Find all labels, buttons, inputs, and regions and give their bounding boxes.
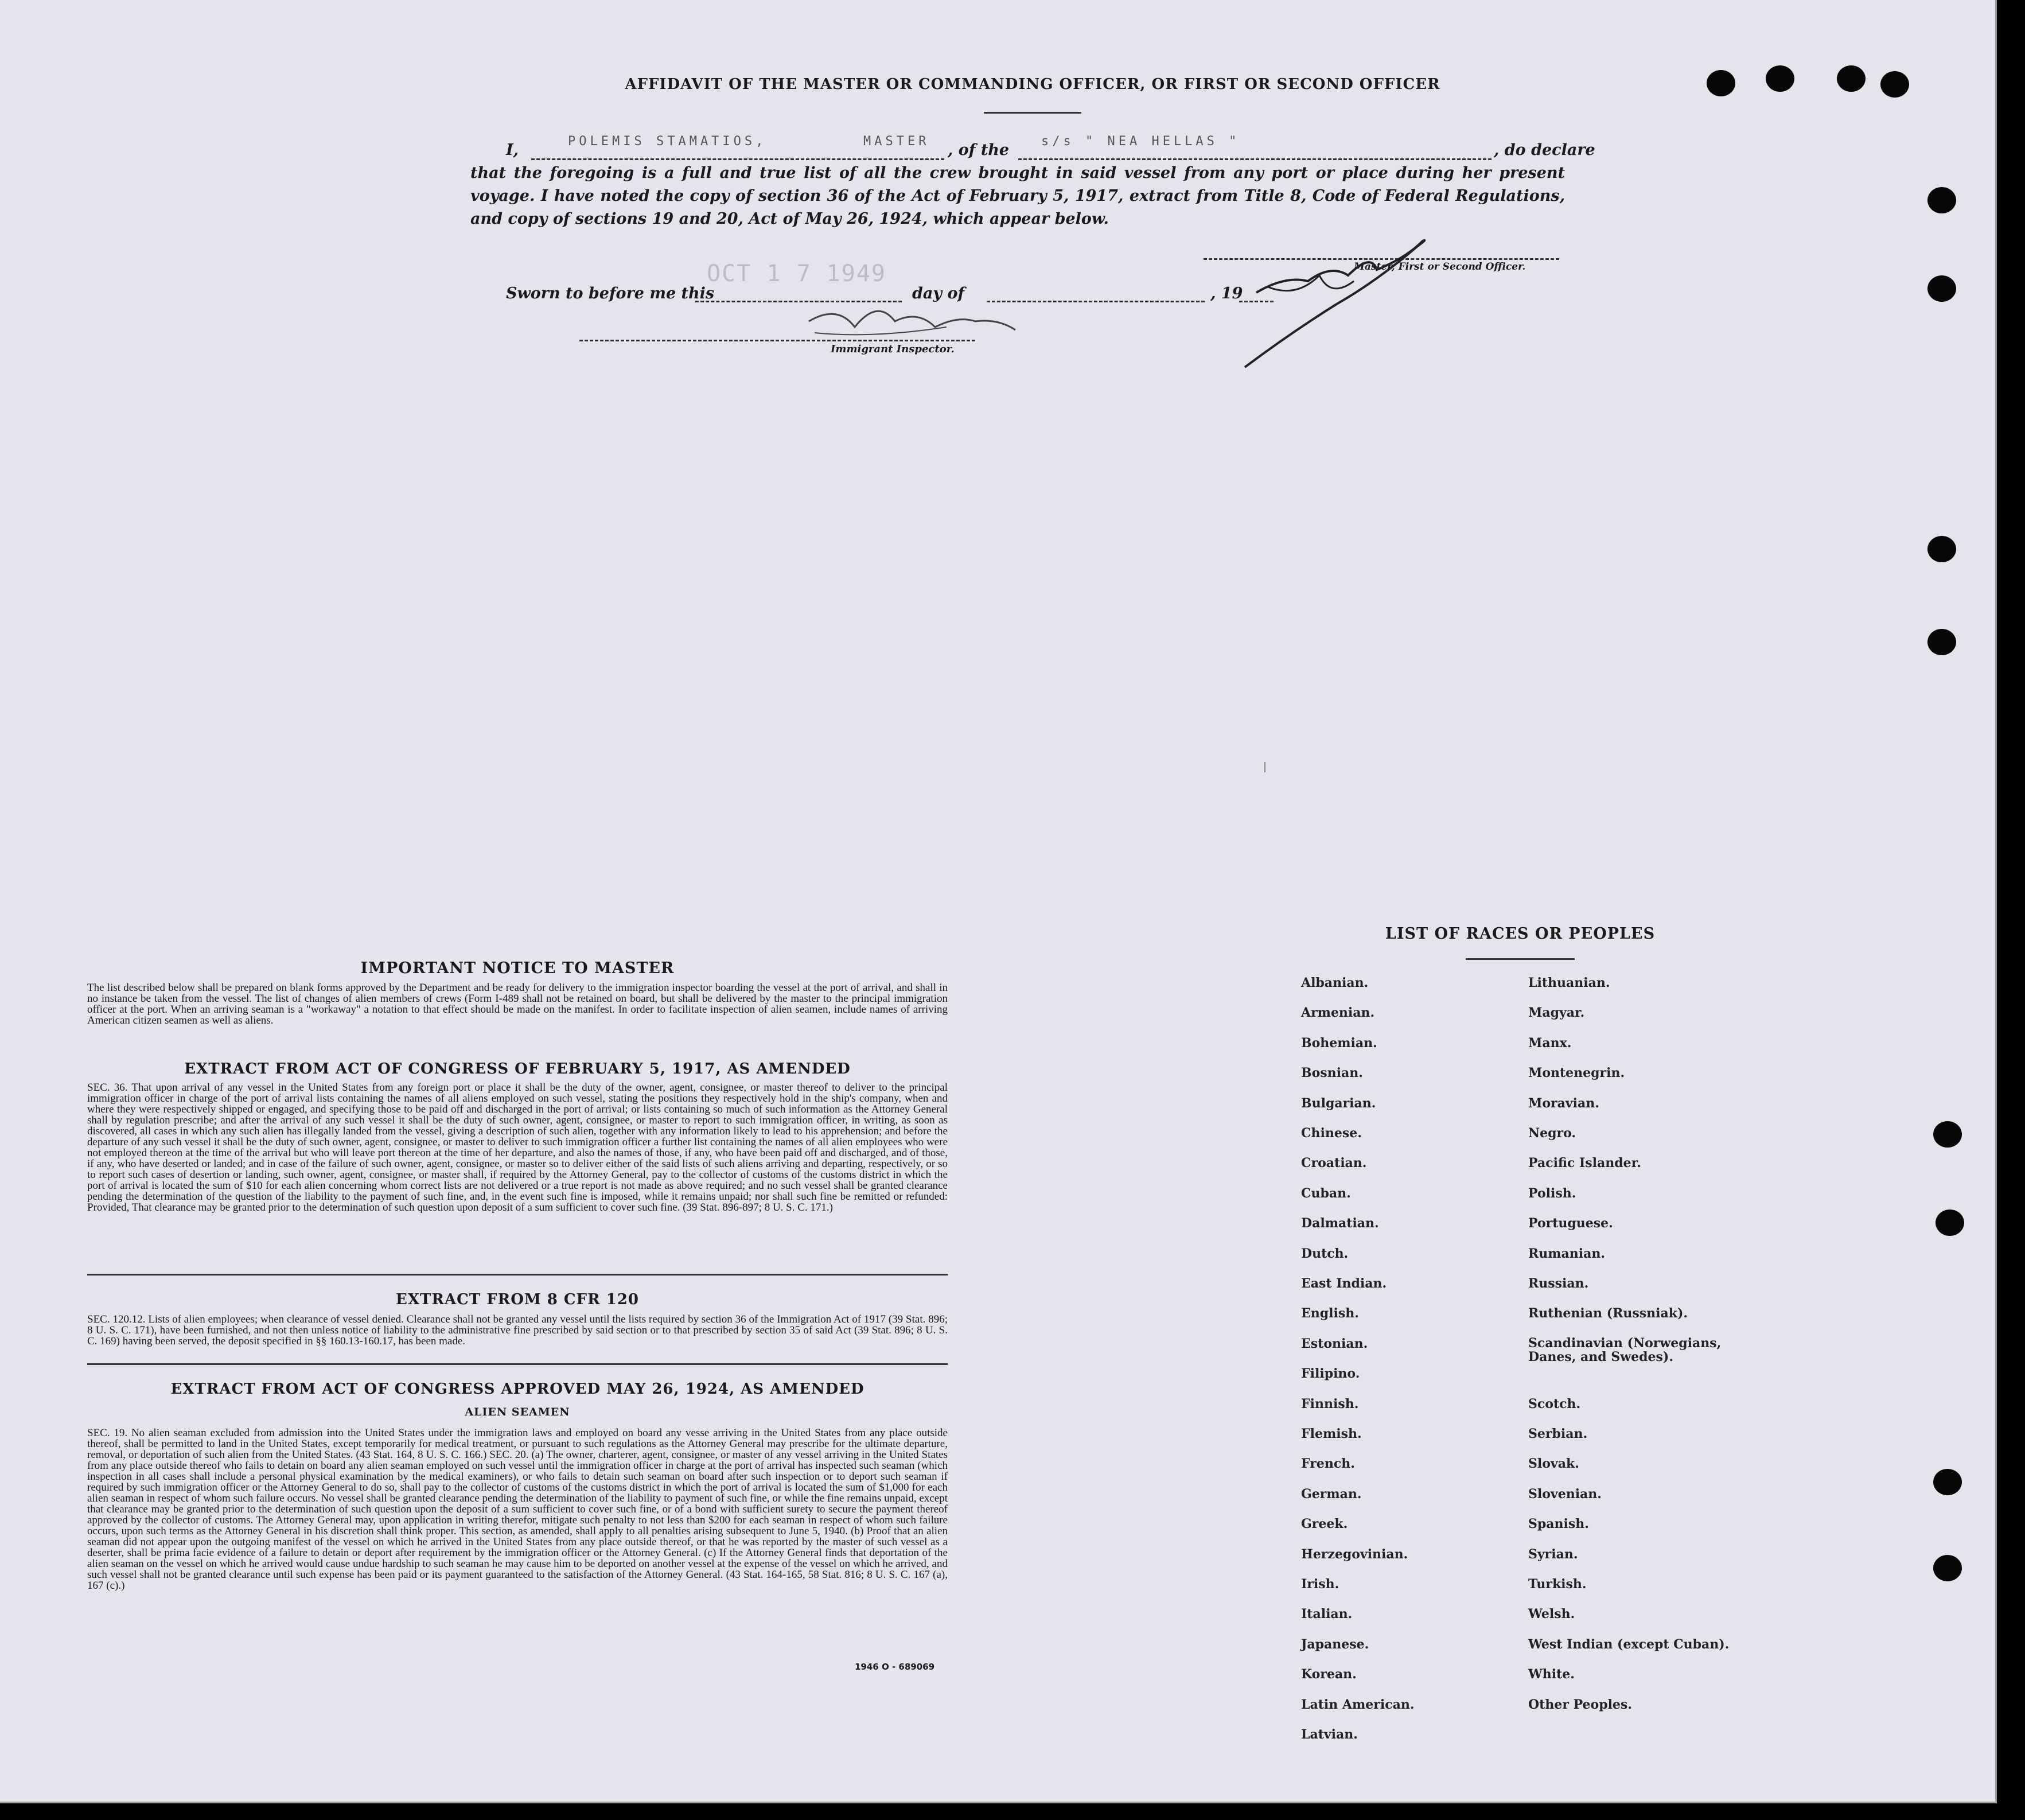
notice-heading: IMPORTANT NOTICE TO MASTER — [360, 959, 675, 977]
master-signature — [1233, 212, 1440, 373]
race-entry: Dalmatian. — [1301, 1216, 1379, 1231]
extract-1924-heading: EXTRACT FROM ACT OF CONGRESS APPROVED MAY 26, 1924, AS AMENDED — [170, 1380, 864, 1398]
race-entry: Flemish. — [1301, 1426, 1362, 1441]
race-entry: Greek. — [1301, 1516, 1348, 1532]
race-entry: Syrian. — [1528, 1546, 1578, 1562]
divider — [87, 1274, 948, 1275]
notice-text: The list described below shall be prepared on blank forms approved by the Department and be ready for delivery to the immigration inspector boarding the vessel at the port of arrival, and shall in no instance be taken from the vessel. The list of changes of alien members of crews (Form I-489 shall not be retained on board, but shall be delivered by the master to the principal immigration officer at the port. When an arriving seaman is a "workaway" a notation to that effect should be made on the manifest. In order to facilitate inspection of alien seamen, include names of arriving American citizen seamen as well as aliens. — [87, 982, 948, 1026]
race-entry: Bosnian. — [1301, 1065, 1363, 1081]
punch-hole — [1933, 1555, 1962, 1581]
of-the-label: , of the — [948, 141, 1010, 159]
race-entry: Spanish. — [1528, 1516, 1589, 1532]
divider — [87, 1363, 948, 1365]
punch-hole — [1927, 536, 1956, 562]
inspector-line — [579, 340, 975, 341]
extract-1924-text: SEC. 19. No alien seaman excluded from admission into the United States under the immigration laws and employed on board any vesse arriving in the United States from any place outside thereof, shall be permitted to land in the United States, except temporarily for medical treatment, or pursuant to such regulations as the Attorney General may prescribe for the ultimate departure, removal, or deportation of such alien from the United States. (43 Stat. 164, 8 U. S. C. 166.) SEC. 20. (a) The owner, charterer, agent, consignee, or master of any vessel arriving in the United States from any place outside thereof who fails to detain on board any alien seaman employed on such vessel until the immigration officer in charge at the port of arrival has inspected such seaman (which inspection in all cases shall include a personal physical examination by the medical examiners), or who fails to detain such seaman on board after such inspection or to deport such seaman if required by such immigration officer or the Attorney General to do so, shall pay to the collector of customs of the customs district in which the port of arrival is located the sum of $1,000 for each alien seaman in respect of whom such failure occurs. No vessel shall be granted clearance pending the determination of the liability to payment of such fine, or while the fine remains unpaid, except that clearance may be granted prior to the determination of such question upon the deposit of a sum sufficient to cover such fine, or of a bond with sufficient surety to secure the payment thereof approved by the collector of customs. The Attorney General may, upon application in writing therefor, mitigate such penalty to not less than $200 for each seaman in respect of whom such failure occurs, upon such terms as the Attorney General in his discretion shall think proper. This section, as amended, shall apply to all penalties arising subsequent to June 5, 1940. (b) Proof that an alien seaman did not appear upon the outgoing manifest of the vessel on which he arrived in the United States from any place outside thereof, or that he was reported by the master of such vessel as a deserter, shall be prima facie evidence of a failure to detain or deport after requirement by the immigration officer or the Attorney General. (c) If the Attorney General finds that deportation of the alien seaman on the vessel on which he arrived would cause undue hardship to such seaman he may cause him to be deported on another vessel at the expense of the vessel on which he arrived, and such vessel shall not be granted clearance until such expense has been paid or its payment guaranteed to the satisfaction of the Attorney General. (43 Stat. 164-165, 58 Stat. 816; 8 U. S. C. 167 (a), 167 (c).) — [87, 1427, 948, 1592]
race-entry: French. — [1301, 1456, 1355, 1472]
race-entry: Albanian. — [1301, 975, 1369, 990]
margin-tick — [1264, 762, 1265, 772]
race-entry: Scandinavian (Norwegians, Danes, and Swedes). — [1528, 1335, 1722, 1364]
race-entry: East Indian. — [1301, 1276, 1387, 1291]
year-prefix: , 19 — [1210, 285, 1243, 302]
punch-hole — [1837, 65, 1866, 92]
race-entry: Montenegrin. — [1528, 1065, 1625, 1081]
extract-1917-heading: EXTRACT FROM ACT OF CONGRESS OF FEBRUARY 5, 1917, AS AMENDED — [184, 1060, 851, 1078]
day-of-label: day of — [912, 285, 965, 302]
alien-seamen-subheading: ALIEN SEAMEN — [465, 1406, 570, 1418]
race-entry: Bohemian. — [1301, 1035, 1377, 1051]
master-name: POLEMIS STAMATIOS, — [568, 134, 767, 149]
race-entry: Filipino. — [1301, 1366, 1360, 1382]
race-entry: Negro. — [1528, 1126, 1576, 1141]
do-declare-label: , do declare — [1494, 141, 1595, 159]
name-field-line — [531, 158, 944, 160]
signature-caption: Master, First or Second Officer. — [1354, 261, 1526, 273]
divider — [1466, 958, 1575, 960]
affidavit-title: AFFIDAVIT OF THE MASTER OR COMMANDING OFFICER, OR FIRST OR SECOND OFFICER — [625, 76, 1440, 93]
punch-hole — [1927, 187, 1956, 213]
punch-hole — [1933, 1469, 1962, 1495]
divider — [984, 112, 1081, 114]
race-entry: Moravian. — [1528, 1095, 1599, 1111]
punch-hole — [1766, 65, 1794, 92]
punch-hole — [1707, 70, 1735, 96]
race-entry: German. — [1301, 1486, 1362, 1502]
race-entry: Magyar. — [1528, 1005, 1585, 1021]
race-entry: Manx. — [1528, 1035, 1572, 1051]
race-entry: West Indian (except Cuban). — [1528, 1636, 1730, 1652]
race-entry: Latvian. — [1301, 1727, 1358, 1742]
vessel-name: s/s " NEA HELLAS " — [1041, 134, 1240, 149]
race-entry: Pacific Islander. — [1528, 1156, 1641, 1171]
race-entry: Italian. — [1301, 1607, 1353, 1622]
race-entry: Korean. — [1301, 1667, 1357, 1682]
declaration-prefix: I, — [506, 141, 519, 159]
race-entry: Slovenian. — [1528, 1486, 1602, 1502]
race-entry: Croatian. — [1301, 1156, 1367, 1171]
year-line — [1239, 301, 1274, 302]
race-entry: Scotch. — [1528, 1396, 1581, 1411]
race-entry: Serbian. — [1528, 1426, 1588, 1441]
race-entry: Chinese. — [1301, 1126, 1362, 1141]
master-rank: MASTER — [863, 134, 930, 149]
race-entry: Estonian. — [1301, 1336, 1368, 1351]
sworn-label: Sworn to before me this — [506, 285, 715, 302]
punch-hole — [1936, 1210, 1964, 1236]
punch-hole — [1880, 71, 1909, 98]
race-entry: Finnish. — [1301, 1396, 1359, 1411]
date-stamp: OCT 1 7 1949 — [707, 260, 886, 287]
vessel-field-line — [1018, 158, 1492, 160]
race-entry: Portuguese. — [1528, 1216, 1613, 1231]
punch-hole — [1927, 629, 1956, 655]
race-entry: Dutch. — [1301, 1246, 1349, 1261]
race-entry: Ruthenian (Russniak). — [1528, 1306, 1688, 1321]
inspector-caption: Immigrant Inspector. — [831, 343, 955, 355]
race-entry: White. — [1528, 1667, 1575, 1682]
print-code: 1946 O - 689069 — [855, 1662, 935, 1672]
declaration-text: that the foregoing is a full and true list of all the crew brought in said vessel from any port or place during her present voyage. I have noted the copy of section 36 of the Act of February 5, 1917, extract from Title 8, Code of Federal Regulations, and copy of sections 19 and 20, Act of May 26, 1924, which appear below. — [470, 164, 1565, 228]
race-entry: Slovak. — [1528, 1456, 1579, 1472]
race-entry: Armenian. — [1301, 1005, 1375, 1021]
race-entry: Welsh. — [1528, 1607, 1575, 1622]
race-entry: Bulgarian. — [1301, 1095, 1376, 1111]
race-entry: Turkish. — [1528, 1577, 1587, 1592]
race-entry: Polish. — [1528, 1185, 1576, 1201]
race-entry: Other Peoples. — [1528, 1697, 1632, 1712]
race-entry: Rumanian. — [1528, 1246, 1606, 1261]
punch-hole — [1933, 1121, 1962, 1148]
extract-cfr-text: SEC. 120.12. Lists of alien employees; when clearance of vessel denied. Clearance shall not be granted any vessel until the lists required by section 36 of the Immigration Act of 1917 (39 Stat. 896; 8 U. S. C. 171), have been furnished, and not then unless notice of liability to the administrative fine prescribed by said section or to that prescribed by section 35 of said Act (39 Stat. 896; 8 U. S. C. 169) having been served, the deposit specified in §§ 160.13-160.17, has been made. — [87, 1313, 948, 1347]
race-entry: Lithuanian. — [1528, 975, 1610, 990]
race-entry: English. — [1301, 1306, 1359, 1321]
race-entry: Latin American. — [1301, 1697, 1415, 1712]
race-entry: Russian. — [1528, 1276, 1589, 1291]
race-entry: Cuban. — [1301, 1185, 1351, 1201]
race-entry: Irish. — [1301, 1577, 1339, 1592]
race-entry: Japanese. — [1301, 1636, 1369, 1652]
extract-cfr-heading: EXTRACT FROM 8 CFR 120 — [396, 1291, 639, 1308]
punch-hole — [1927, 275, 1956, 302]
extract-1917-text: SEC. 36. That upon arrival of any vessel in the United States from any foreign port or place it shall be the duty of the owner, agent, consignee, or master thereof to deliver to the principal immigration officer in charge of the port of arrival lists containing the names of all aliens employed on such vessel, stating the positions they respectively hold in the ship's company, when and where they were respectively shipped or engaged, and specifying those to be paid off and discharged in the port of arrival; or lists containing so much of such information as the Attorney General shall by regulation prescribe; and after the arrival of any such vessel it shall be the duty of such owner, agent, consignee, or master to report to such immigration officer, in writing, as soon as discovered, all cases in which any such alien has illegally landed from the vessel, giving a description of such alien, together with any information likely to lead to his apprehension; and before the departure of any such vessel it shall be the duty of such owner, agent, consignee, or master to deliver to such immigration officer a further list containing the names of all alien employees who were not employed thereon at the time of the arrival but who will leave port thereon at the time of her departure, and also the names of those, if any, who have been paid off and discharged, and of those, if any, who have deserted or landed; and in case of the failure of such owner, agent, consignee, or master so to deliver either of the said lists of such aliens arriving and departing, respectively, or so to report such cases of desertion or landing, such owner, agent, consignee, or master shall, if required by the Attorney General, pay to the collector of customs of the customs district in which the port of arrival is located the sum of $10 for each alien concerning whom correct lists are not delivered or a true report is not made as above required; and no such vessel shall be granted clearance pending the determination of the question of the liability to the payment of such fine, and, in the event such fine is imposed, while it remains unpaid; nor shall such fine be remitted or refunded: Provided, That clearance may be granted prior to the determination of such question upon deposit of a sum sufficient to cover such fine. (39 Stat. 896-897; 8 U. S. C. 171.) — [87, 1082, 948, 1214]
races-heading: LIST OF RACES OR PEOPLES — [1385, 925, 1656, 943]
race-entry: Herzegovinian. — [1301, 1546, 1408, 1562]
